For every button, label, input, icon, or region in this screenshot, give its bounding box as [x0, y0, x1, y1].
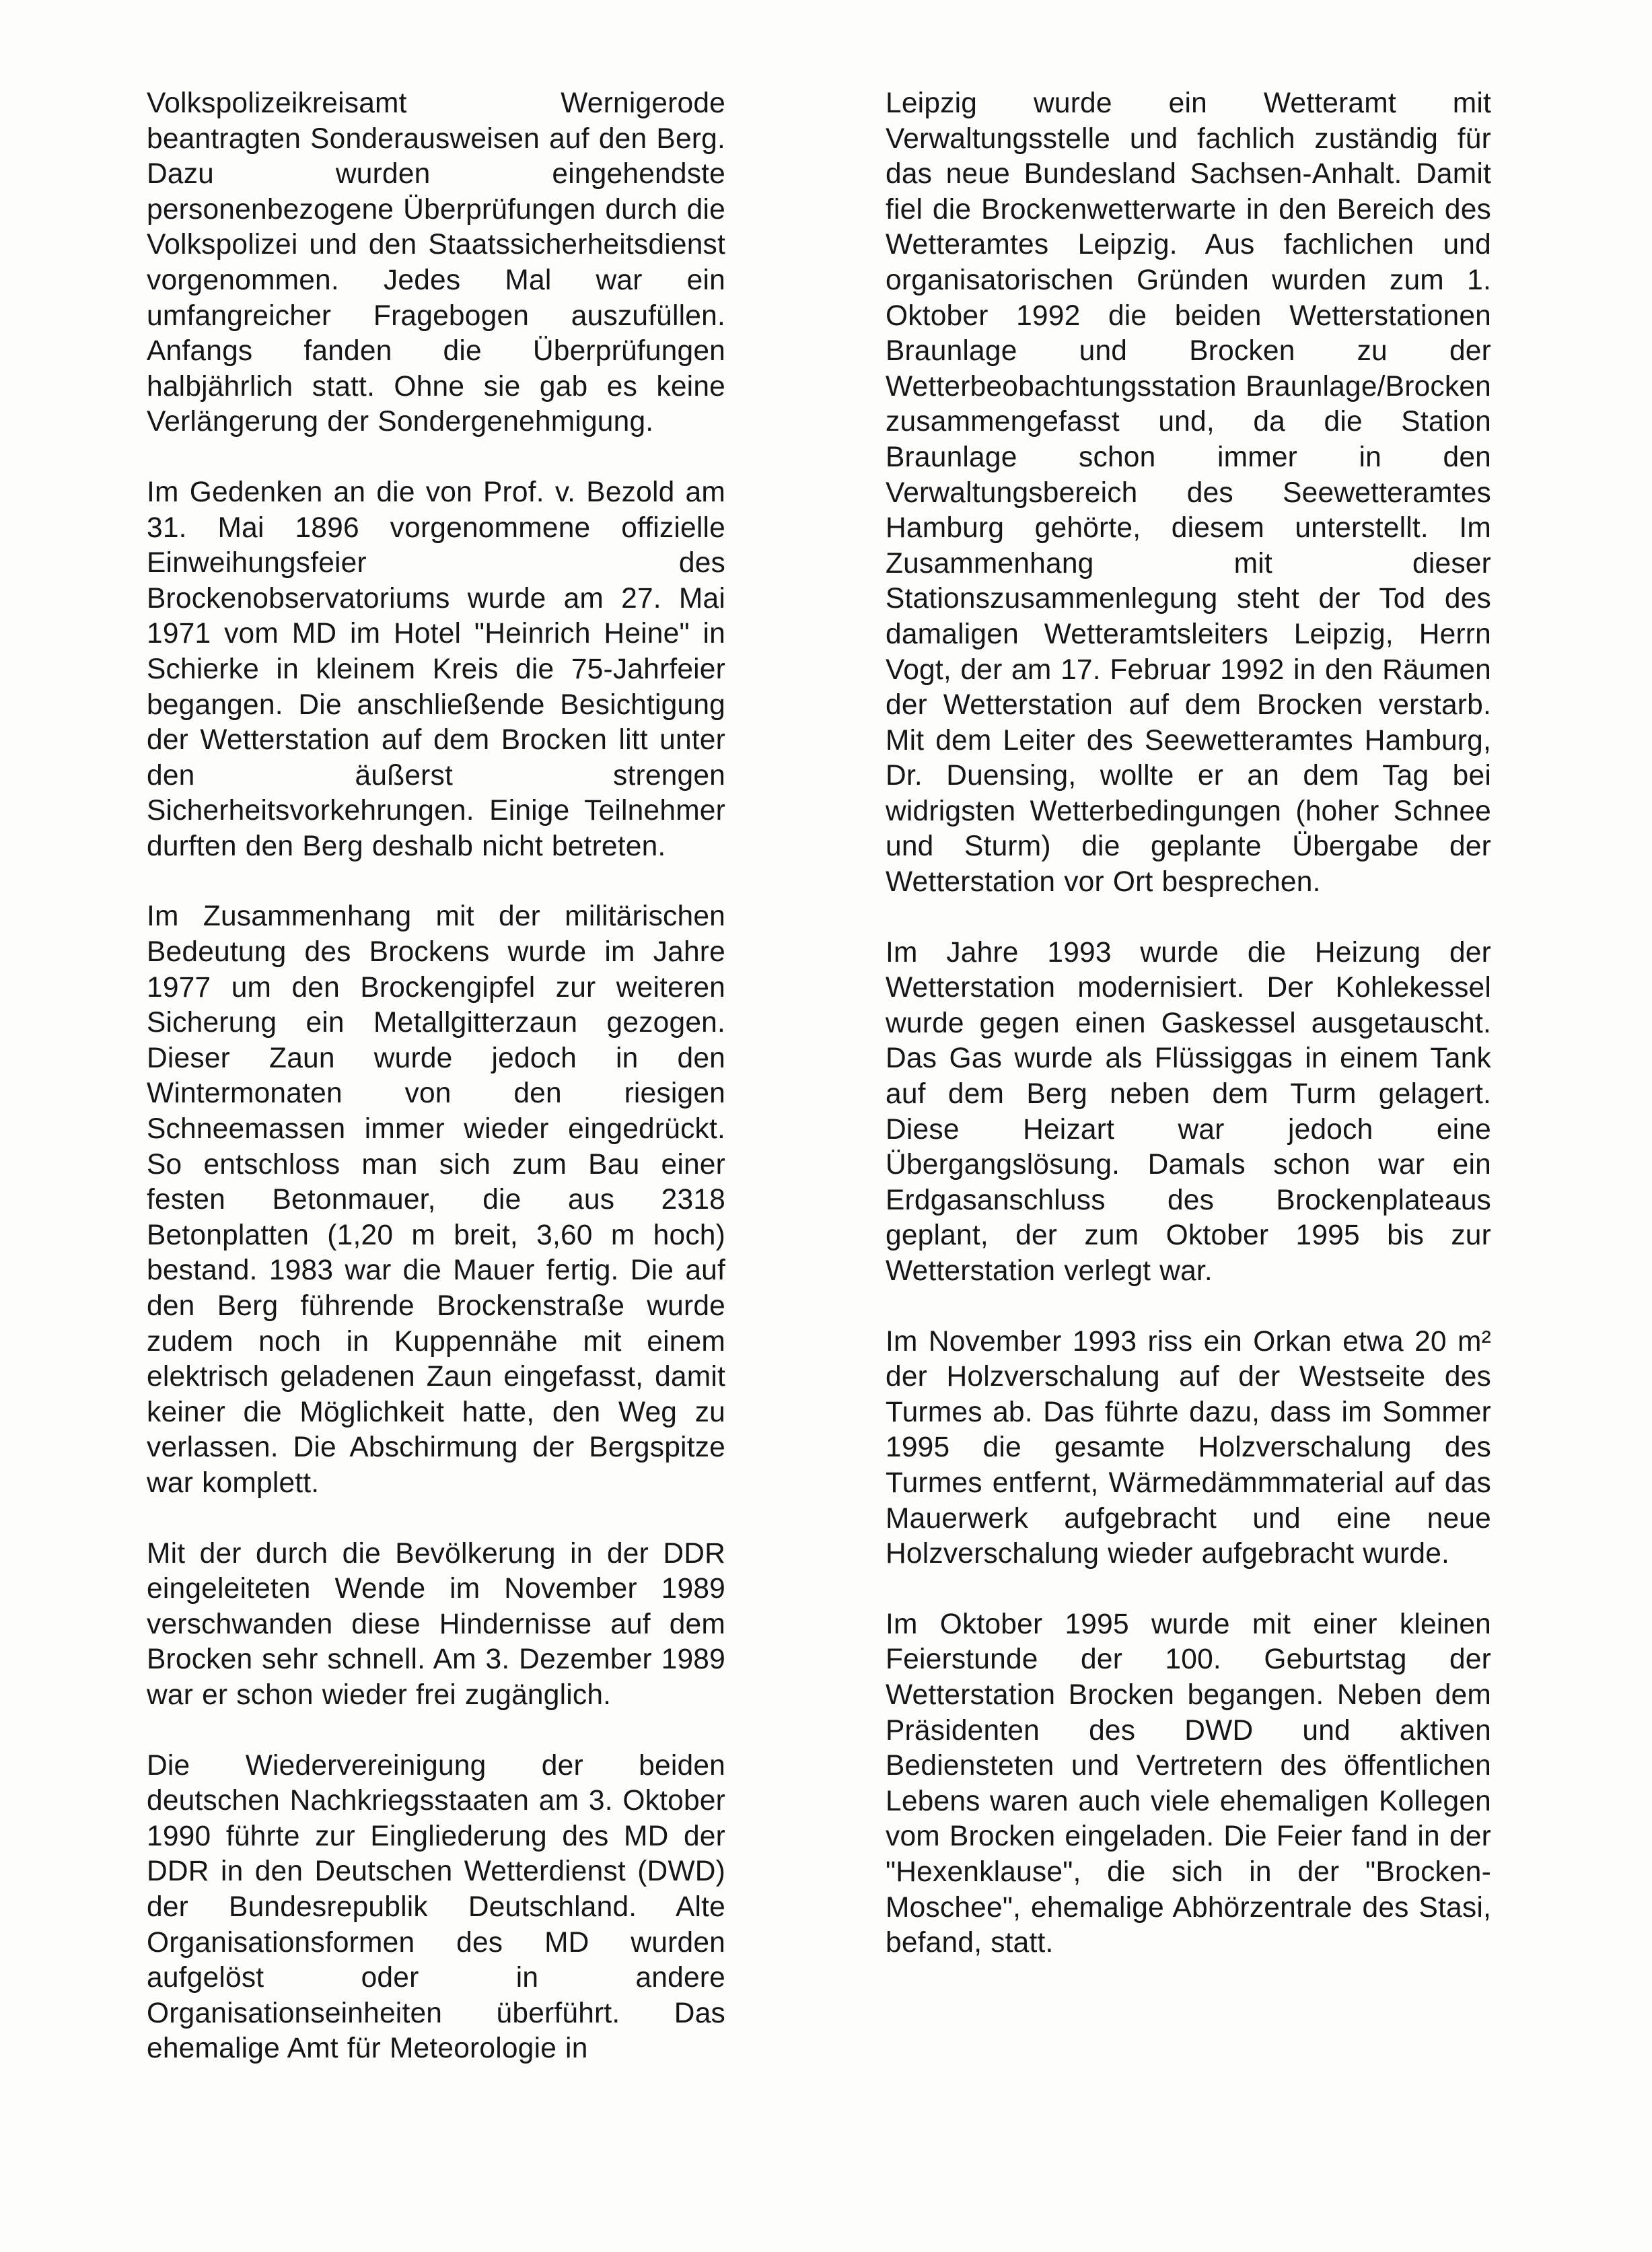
paragraph: Im November 1993 riss ein Orkan etwa 20 m² der Holzverschalung auf der Westseite des Turmes ab. Das führte dazu, dass im Sommer 1995 die gesamte Holzverschalung des Turmes entfernt, Wärmedämmmaterial auf das Mauerwerk aufgebracht und eine neue Holzverschalung wieder aufgebracht wurde.: [886, 1325, 1491, 1570]
paragraph: Mit der durch die Bevölkerung in der DDR eingeleiteten Wende im November 1989 verschwanden diese Hindernisse auf dem Brocken sehr schnell. Am 3. Dezember 1989 war er schon wieder frei zugänglich.: [147, 1537, 725, 1711]
paragraph: Volkspolizeikreisamt Wernigerode beantragten Sonderausweisen auf den Berg. Dazu wurden eingehendste personenbezogene Überprüfungen durch die Volkspolizei und den Staatssicherheitsdienst vorgenommen. Jedes Mal war ein umfangreicher Fragebogen auszufüllen. Anfangs fanden die Überprüfungen halbjährlich statt. Ohne sie gab es keine Verlängerung der Sondergenehmigung.: [147, 87, 725, 438]
paragraph: Im Zusammenhang mit der militärischen Bedeutung des Brockens wurde im Jahre 1977 um den Brockengipfel zur weiteren Sicherung ein Metallgitterzaun gezogen. Dieser Zaun wurde jedoch in den Wintermonaten von den riesigen Schneemassen immer wieder eingedrückt. So entschloss man sich zum Bau einer festen Betonmauer, die aus 2318 Betonplatten (1,20 m breit, 3,60 m hoch) bestand. 1983 war die Mauer fertig. Die auf den Berg führende Brockenstraße wurde zudem noch in Kuppennähe mit einem elektrisch geladenen Zaun eingefasst, damit keiner die Möglichkeit hatte, den Weg zu verlassen. Die Abschirmung der Bergspitze war komplett.: [147, 901, 725, 1499]
paragraph: Im Gedenken an die von Prof. v. Bezold am 31. Mai 1896 vorgenommene offizielle Einweihungsfeier des Brockenobservatoriums wurde am 27. Mai 1971 vom MD im Hotel "Heinrich Heine" in Schierke in kleinem Kreis die 75-Jahrfeier begangen. Die anschließende Besichtigung der Wetterstation auf dem Brocken litt unter den äußerst strengen Sicherheitsvorkehrungen. Einige Teilnehmer durften den Berg deshalb nicht betreten.: [147, 476, 725, 862]
paragraph: Im Jahre 1993 wurde die Heizung der Wetterstation modernisiert. Der Kohlekessel wurde gegen einen Gaskessel ausgetauscht. Das Gas wurde als Flüssiggas in einem Tank auf dem Berg neben dem Turm gelagert. Diese Heizart war jedoch eine Übergangslösung. Damals schon war ein Erdgasanschluss des Brockenplateaus geplant, der zum Oktober 1995 bis zur Wetterstation verlegt war.: [886, 936, 1491, 1287]
left-text-column: [147, 86, 725, 2067]
paragraph: Die Wiedervereinigung der beiden deutschen Nachkriegsstaaten am 3. Oktober 1990 führte zur Eingliederung des MD der DDR in den Deutschen Wetterdienst (DWD) der Bundesrepublik Deutschland. Alte Organisationsformen des MD wurden aufgelöst oder in andere Organisationseinheiten überführt. Das ehemalige Amt für Meteorologie in: [147, 1749, 725, 2065]
right-text-column: [886, 86, 1491, 1961]
paragraph: Leipzig wurde ein Wetteramt mit Verwaltungsstelle und fachlich zuständig für das neue Bundesland Sachsen-Anhalt. Damit fiel die Brockenwetterwarte in den Bereich des Wetteramtes Leipzig. Aus fachlichen und organisatorischen Gründen wurden zum 1. Oktober 1992 die beiden Wetterstationen Braunlage und Brocken zu der Wetterbeobachtungsstation Braunlage/Brocken zusammengefasst und, da die Station Braunlage schon immer in den Verwaltungsbereich des Seewetteramtes Hamburg gehörte, diesem unterstellt. Im Zusammenhang mit dieser Stationszusammenlegung steht der Tod des damaligen Wetteramtsleiters Leipzig, Herrn Vogt, der am 17. Februar 1992 in den Räumen der Wetterstation auf dem Brocken verstarb. Mit dem Leiter des Seewetteramtes Hamburg, Dr. Duensing, wollte er an dem Tag bei widrigsten Wetterbedingungen (hoher Schnee und Sturm) die geplante Übergabe der Wetterstation vor Ort besprechen.: [886, 87, 1491, 899]
paragraph: Im Oktober 1995 wurde mit einer kleinen Feierstunde der 100. Geburtstag der Wetterstation Brocken begangen. Neben dem Präsidenten des DWD und aktiven Bediensteten und Vertretern des öffentlichen Lebens waren auch viele ehemaligen Kollegen vom Brocken eingeladen. Die Feier fand in der "Hexenklause", die sich in der "Brocken-Moschee", ehemalige Abhörzentrale des Stasi, befand, statt.: [886, 1608, 1491, 1959]
